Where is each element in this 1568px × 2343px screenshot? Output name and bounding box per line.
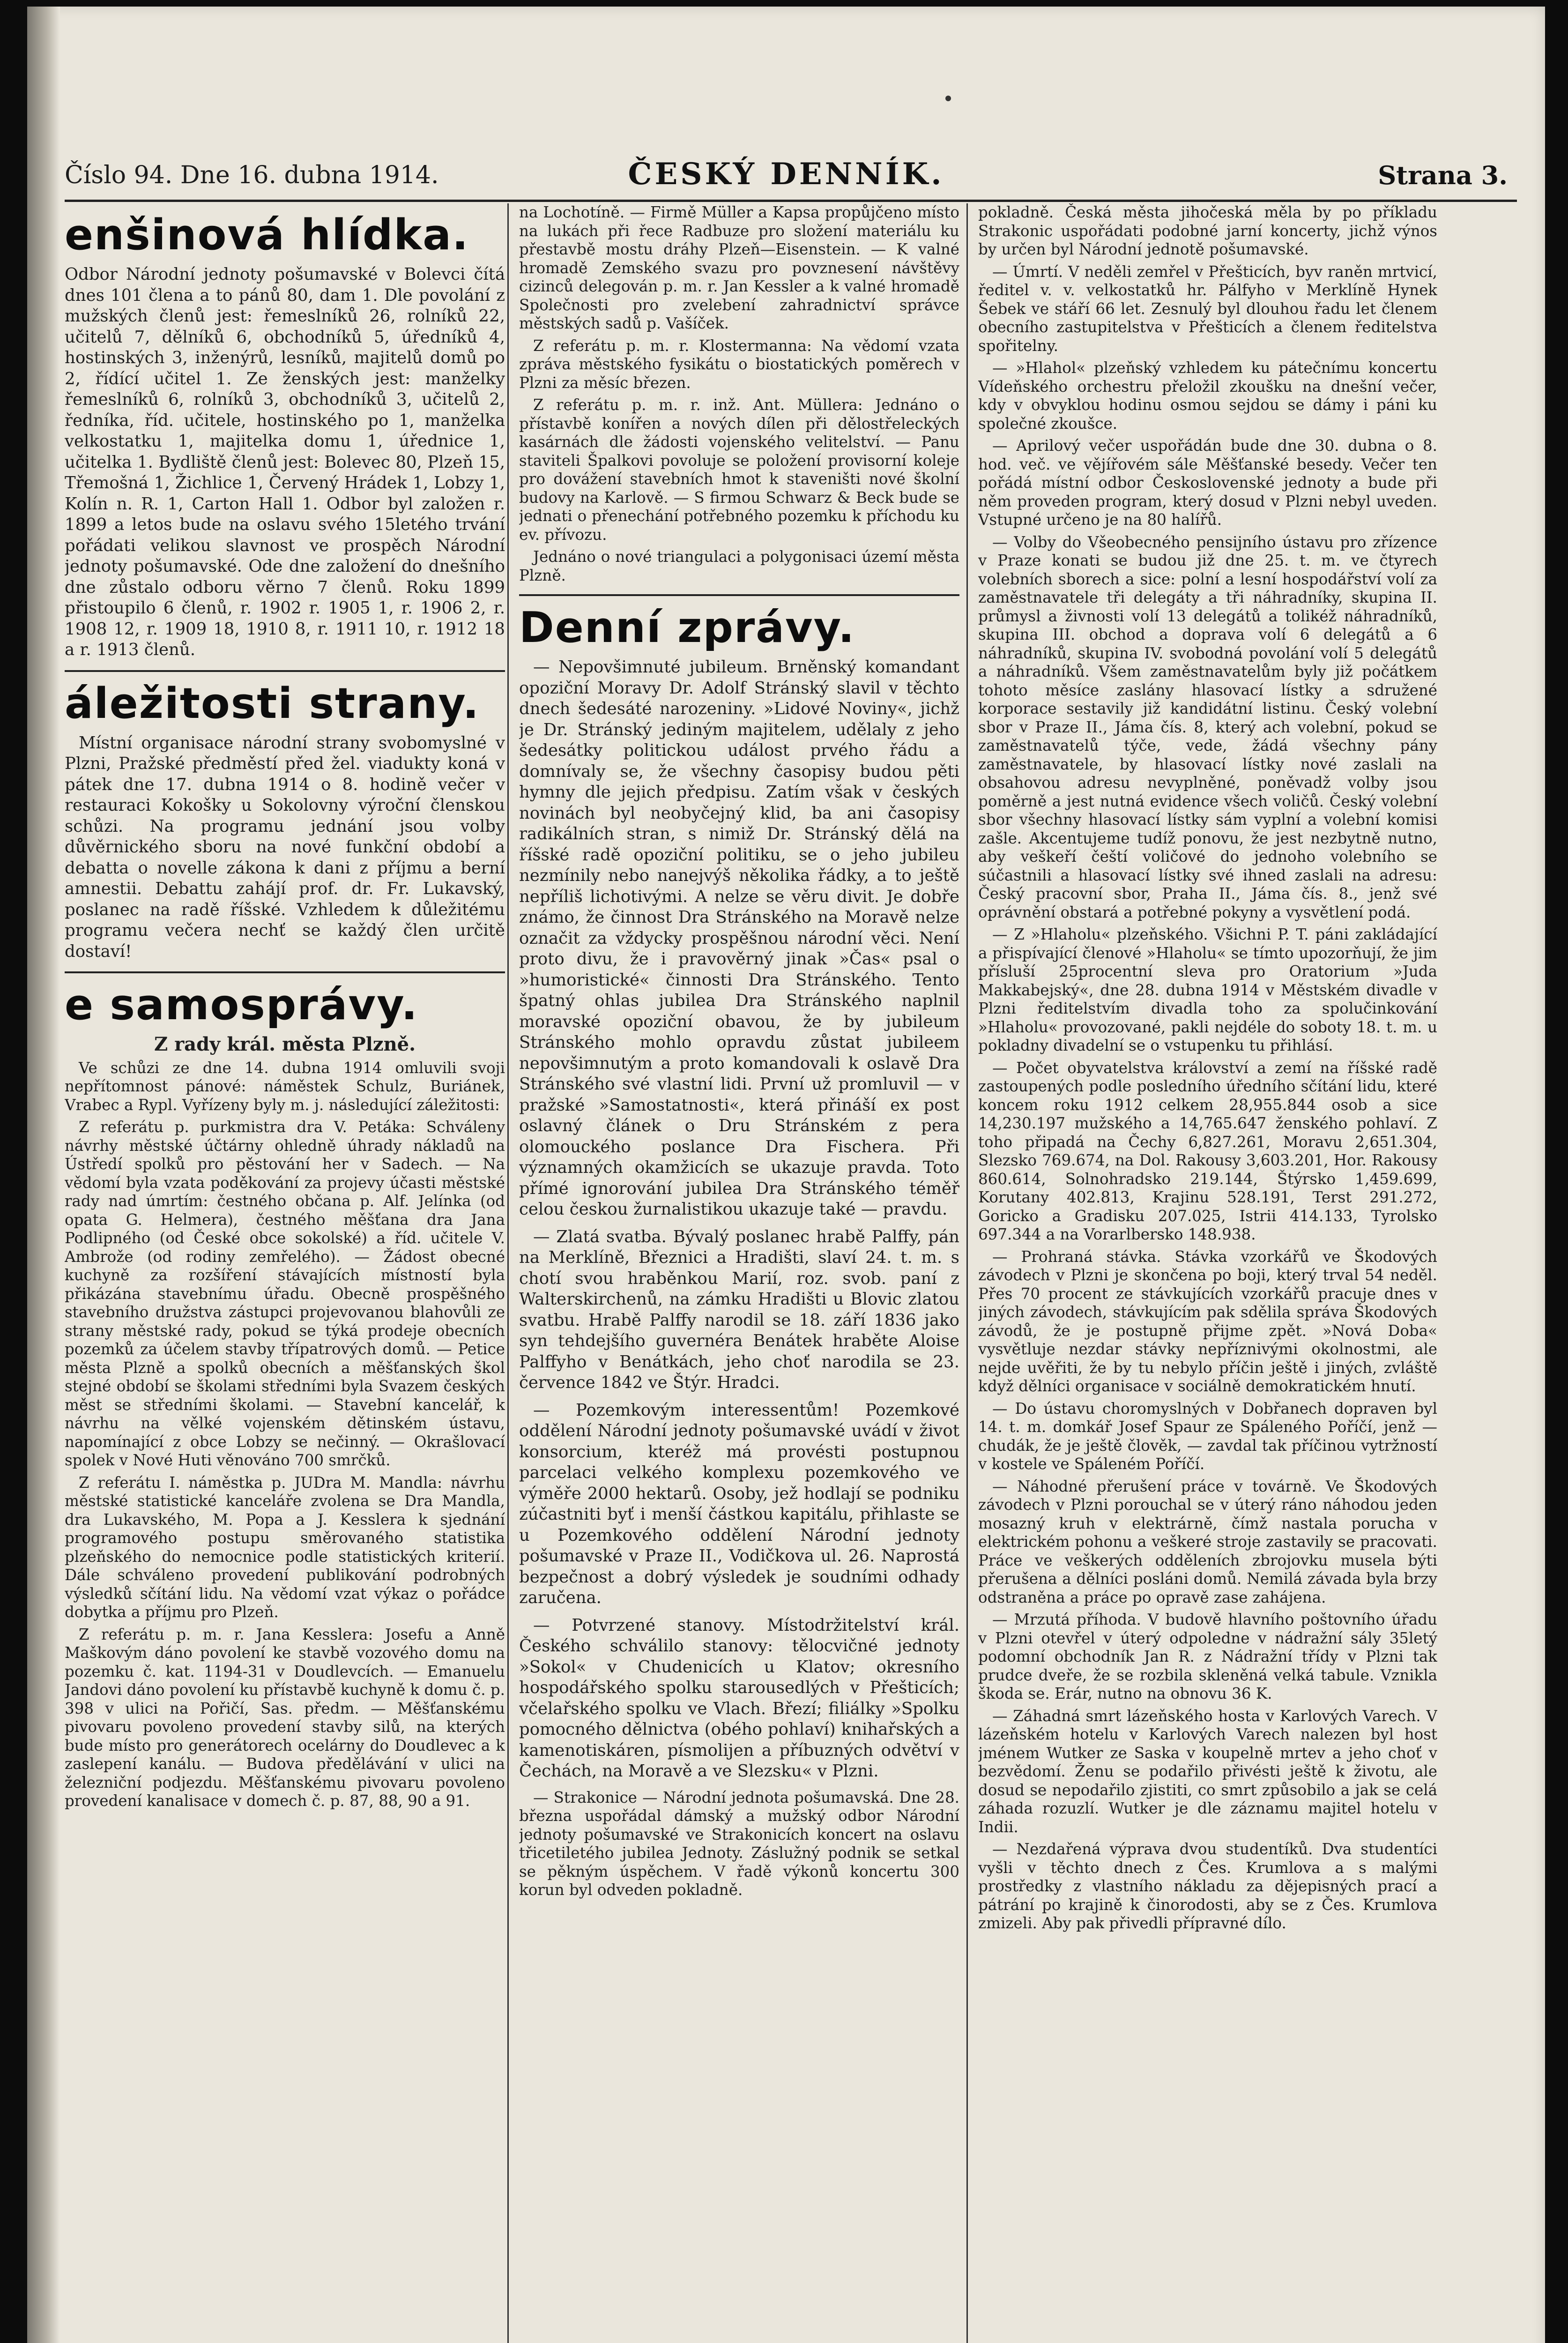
article-text: na Lochotíně. — Firmě Müller a Kapsa propůjčeno místo na lukách při řece Radbuze pro složení materiálu ku přestavbě mostu dráhy Plzeň—Eisenstein. — K valné hromadě Zemského svazu pro povznesení návštěvy cizinců delegován p. m. r. Jan Kessler a k valné hromadě Společnosti pro zvelebení zahradnictví správce městských sadů p. Vašíček. bbox=[519, 203, 959, 332]
news-item: — Strakonice — Národní jednota pošumavská. Dne 28. března uspořádal dámský a mužský odbor Národní jednoty pošumavské ve Strakonicích koncert na oslavu třicetiletého jubilea Jednoty. Záslužný podnik se setkal se pěkným úspěchem. V řadě výkonů koncertu 300 korun byl odveden pokladně. bbox=[519, 1788, 959, 1899]
news-item: — Nepovšimnuté jubileum. Brněnský komandant opoziční Moravy Dr. Adolf Stránský slavil v těchto dnech šedesáté narozeniny. »Lidové Noviny«, jichž je Dr. Stránský jediným majitelem, udělaly z jeho šedesátky politickou událost prvého řádu a domnívaly se, že všechny časopisy budou pěti hymny dle jejich předpisu. Zatím však v českých novinách byl neobyčejný klid, ba ani časopisy radikálních stran, s nimiž Dr. Stránský dělá na říšské radě opoziční politiku, se o jeho jubileu nezmínily nebo nanejvýš několika řádky, a to ještě nepříliš lichotivými. A nelze se věru divit. Je dobře známo, že činnost Dra Stránského na Moravě nelze označit za vždycky prospěšnou národní věci. Není proto divu, že i pravověrný jinak »Čas« psal o »humoristické« činnosti Dra Stránského. Tento špatný ohlas jubilea Dra Stránského naplnil moravské opoziční obavou, že by jubileum Stránského mohlo opravdu zůstat jubileem nepovšimnutým a proto komandovali k oslavě Dra Stránského své vlastní lidi. První už promluvil — v pražské »Samostatnosti«, která přináší ex post oslavný článek o Dru Stránském z pera olomouckého poslance Dra Fischera. Při významných okamžicích se ukazuje pravda. Toto přímé ignorování jubilea Dra Stránského téměř celou českou žurnalistikou ukazuje také — pravdu. bbox=[519, 657, 959, 1219]
newspaper-page bbox=[27, 7, 1545, 2343]
column-2 bbox=[519, 203, 959, 2343]
article-text: Odbor Národní jednoty pošumavské v Bolevci čítá dnes 101 člena a to pánů 80, dam 1. Dle povolání z mužských členů jest: řemeslníků 26, rolníků 22, učitelů 7, dělníků 6, obchodníků 5, úředníků 4, hostinských 3, inženýrů, lesníků, majitelů domů po 2, řídící učitel 1. Ze ženských jest: manželky řemeslníků 6, rolníků 3, obchodníků 3, učitelů 2, ředníka, říd. učitele, hostinského po 1, manželka velkostatku 1, majitelka domu 1, úřednice 1, učitelka 1. Bydliště členů jest: Bolevec 80, Plzeň 15, Třemošná 1, Žichlice 1, Červený Hrádek 1, Lobzy 1, Kolín n. R. 1, Carton Hall 1. Odbor byl založen r. 1899 a letos bude na oslavu svého 15letého trvání pořádati velikou slavnost ve prospěch Národní jednoty pošumavské. Ode dne založení do dnešního dne zůstalo odboru věrno 7 členů. Roku 1899 přistoupilo 6 členů, r. 1902 r. 1905 1, r. 1906 2, r. 1908 12, r. 1909 18, 1910 8, r. 1911 10, r. 1912 18 a r. 1913 členů. bbox=[65, 265, 505, 659]
issue-number: Číslo 94. bbox=[65, 161, 173, 189]
masthead bbox=[46, 157, 1526, 199]
section-heading-zalezitosti-strany: áležitosti strany. bbox=[65, 679, 480, 728]
news-item: — Potvrzené stanovy. Místodržitelství král. Českého schválilo stanovy: tělocvičné jednoty »Sokol« v Chudenicích u Klatov; okresního hospodářského spolku starousedlých v Přešticích; včelařského spolku ve Vlach. Březí; filiálky »Spolku pomocného dělnictva (obého pohlaví) knihařských a kamenotiskáren, písmolijen a příbuzných odvětví v Čechách, na Moravě a ve Slezsku« v Plzni. bbox=[519, 1615, 959, 1781]
news-item: pokladně. Česká města jihočeská měla by po příkladu Strakonic uspořádati podobné jarní koncerty, jichž výnos by určen byl Národní jednotě pošumavské. bbox=[978, 203, 1437, 258]
council-report-continued bbox=[519, 203, 959, 585]
news-item: — Počet obyvatelstva království a zemí na říšské radě zastoupených podle posledního úředního sčítání lidu, které koncem roku 1912 celkem 28,955.844 osob a sice 14,230.197 mužského a 14,765.647 ženského pohlaví. Z toho připadá na Čechy 6,827.261, Moravu 2,651.304, Slezsko 769.674, na Dol. Rakousy 3,603.201, Hor. Rakousy 860.614, Solnohradsko 219.144, Štýrsko 1,459.699, Korutany 402.813, Krajinu 528.191, Terst 291.272, Goricko a Gradisku 207.025, Istrii 414.133, Tyrolsko 697.344 a na Vorarlbersko 148.938. bbox=[978, 1059, 1437, 1243]
news-item: — Pozemkovým interessentům! Pozemkové oddělení Národní jednoty pošumavské uvádí v život konsorcium, kteréž má provésti postupnou parcelaci velkého komplexu pozemkového ve výměře 2000 hektarů. Osoby, jež hodlají se podniku zúčastniti byť i menší částkou kapitálu, přihlaste se u Pozemkového oddělení Národní jednoty pošumavské v Praze II., Vodičkova ul. 26. Naprostá bezpečnost a dobrý výsledek je soudními odhady zaručena. bbox=[519, 1400, 959, 1607]
article-text: Místní organisace národní strany svobomyslné v Plzni, Pražské předměstí před žel. viadukty koná v pátek dne 17. dubna 1914 o 8. hodině večer v restauraci Kokošky u Sokolovny výroční členskou schůzi. Na programu jednání jsou volby důvěrnického sboru na nové funkční období a debatta o novelle zákona k dani z příjmu a berní amnestii. Debattu zahájí prof. dr. Fr. Lukavský, poslanec na radě říšské. Vzhledem k důležitému programu večera nechť se každý člen určitě dostaví! bbox=[65, 733, 505, 961]
news-item: — Z »Hlaholu« plzeňského. Všichni P. T. páni zakládající a přispívající členové »Hlaholu« se tímto upozorňují, že jim přísluší 25procentní sleva pro Oratorium »Juda Makkabejský«, dne 28. dubna 1914 v Městském divadle v Plzni ředitelstvím divadla toho za spolučinkování »Hlaholu« provozované, pakli nejdéle do soboty 18. t. m. u pokladny divadelní se o vstupenku tu přihlásí. bbox=[978, 925, 1437, 1054]
article-text: Jednáno o nové triangulaci a polygonisaci území města Plzně. bbox=[519, 548, 959, 584]
issue-date: Dne 16. dubna 1914. bbox=[180, 161, 439, 189]
news-item: — Náhodné přerušení práce v továrně. Ve Škodových závodech v Plzni porouchal se v úterý ráno náhodou jeden mosazný kruh v elektrárně, čímž nastala porucha v elektrickém pohonu a veškeré stroje zastavily se pracovati. Práce ve veškerých odděleních zbrojovku musela býti přerušena a dělníci posláni domů. Nemilá závada byla brzy odstraněna a práce po opravě zase zahájena. bbox=[978, 1477, 1437, 1606]
subheading: Z rady král. města Plzně. bbox=[154, 1033, 416, 1055]
article-text: Z referátu I. náměstka p. JUDra M. Mandla: návrhu městské statistické kanceláře zvolena se Dra Mandla, dra Lukavského, M. Popa a J. Kesslera k sjednání programového postupu směrovaného statistika plzeňského do nemocnice podle statistických kriterií. Dále schváleno provedení publikování podrobných výsledků sčítání lidu. Na vědomí vzat výkaz o pořádce dobytka a příjmu pro Plzeň. bbox=[65, 1473, 505, 1621]
news-item: — Mrzutá příhoda. V budově hlavního poštovního úřadu v Plzni otevřel v úterý odpoledne v nádražní sály 35letý podomní obchodník Jan R. z Nádražní třídy v Plzni tak prudce dveře, že se rozbila skleněná velká tabule. Vznikla škoda se. Erár, nutno na obnovu 36 K. bbox=[978, 1611, 1437, 1702]
column-1 bbox=[65, 203, 505, 2343]
masthead-rule bbox=[65, 200, 1517, 202]
news-item: — Úmrtí. V neděli zemřel v Přešticích, byv raněn mrtvicí, ředitel v. v. velkostatků hr. Pálfyho v Merklíně Hynek Šebek ve stáří 66 let. Zesnulý byl dlouhou řadu let členem obecního zastupitelstva v Přešticích a členem ředitelstva spořitelny. bbox=[978, 262, 1437, 355]
article-text: Z referátu p. purkmistra dra V. Petáka: Schváleny návrhy městské účtárny ohledně úhrady nákladů na Ústředí spolků pro pěstování her v Sadech. — Na vědomí byla vzata poděkování za projevy účasti městské rady nad úmrtím: čestného občana p. Alf. Jelínka (od opata G. Helmera), čestného měšťana dra Jana Podlipného (od České obce sokolské) a říd. učitele V. Ambrože (od rodiny zemřelého). — Žádost obecné kuchyně za rozšíření stávajících místností byla přikázána stavebnímu úřadu. Obecně prospěšného stavebního družstva zástupci projevovanou blahovůli ze strany městské rady, pokud se týká prodeje obecních pozemků za účelem stavby třípatrových domů. — Petice města Plzně a spolků obecních a měšťanských škol stejné období se školami středními byla Svazem českých měst se středními školami. — Stavební kancelář, k návrhu na vělké vojenském dětinském ústavu, napomínající z obce Lobzy se nečinný. — Okrašlovací spolek v Nové Huti věnováno 700 smrčků. bbox=[65, 1118, 505, 1469]
news-item: — »Hlahol« plzeňský vzhledem ku pátečnímu koncertu Vídeňského orchestru přeložil zkoušku na dnešní večer, kdy v obvyklou hodinu osmou sejdou se dámy i páni ku společné zkoušce. bbox=[978, 359, 1437, 433]
article-text: Z referátu p. m. r. Jana Kesslera: Josefu a Anně Maškovým dáno povolení ke stavbě vozového domu na pozemku č. kat. 1194-31 v Doudlevcích. — Emanuelu Jandovi dáno povolení ku přístavbě kuchyně k domu č. p. 398 v ulici na Pořičí, Sas. předm. — Měšťanskému pivovaru povoleno provedení stavby silů, na kterých bude místo pro generátorech ocelárny do Doudlevec a k zaslepení kanálu. — Budova předělávání v ulici na železniční podjezdu. Měšťanskému pivovaru povoleno provedení kanalisace v domech č. p. 87, 88, 90 a 91. bbox=[65, 1625, 505, 1810]
section-separator bbox=[519, 594, 959, 596]
section-separator bbox=[65, 670, 505, 672]
section-heading-denni-zpravy: Denní zprávy. bbox=[519, 603, 855, 652]
news-item: — Prohraná stávka. Stávka vzorkářů ve Škodových závodech v Plzni je skončena po boji, který trval 54 neděl. Přes 70 procent ze stávkujících vzorkářů pracuje dnes v jiných závodech, stávkujícím pak sdělila správa Škodových závodů, že je postupně přijme zpět. »Nová Doba« vysvětluje nezdar stávky nepříznivými okolnostmi, ale nejde uvěřiti, že by tu nebylo příčin ještě i jiných, zvláště když dělníci organisace v sociálně demokratickém hnutí. bbox=[978, 1247, 1437, 1395]
news-item: — Nezdařená výprava dvou studentíků. Dva studentíci vyšli v těchto dnech z Čes. Krumlova a s malými prostředky z vlastního nákladu za dějepisných prací a pátrání po krajině k činorodosti, aby se z Čes. Krumlova zmizeli. Aby pak přivedli přípravné dílo. bbox=[978, 1840, 1437, 1932]
news-item: — Zlatá svatba. Bývalý poslanec hrabě Palffy, pán na Merklíně, Březnici a Hradišti, slaví 24. t. m. s chotí svou hraběnkou Marií, roz. svob. paní z Walterskirchenů, na zámku Hradišti u Blovic zlatou svatbu. Hrabě Palffy narodil se 18. září 1836 jako syn tehdejšího guvernéra Benátek hraběte Aloise Palffyho v Benátkách, jeho choť narodila se 23. července 1842 ve Štýr. Hradci. bbox=[519, 1227, 959, 1392]
news-item: — Do ústavu choromyslných v Dobřanech dopraven byl 14. t. m. domkář Josef Spaur ze Spáleného Poříčí, jenž — chudák, že je ještě člověk, — zavdal tak příčinou vytržností v kostele ve Spáleném Poříčí. bbox=[978, 1399, 1437, 1473]
article-text: Z referátu p. m. r. inž. Ant. Müllera: Jednáno o přístavbě konířen a nových dílen při dělostřeleckých kasárnách dle žádosti vojenského velitelství. — Panu staviteli Špalkovi povoluje se položení provisorní koleje pro dovážení stavebních hmot k staveništi nové školní budovy na Karlově. — S firmou Schwarz & Beck bude se jednati o přenechání potřebného pozemku k příchodu ku ev. přívozu. bbox=[519, 396, 959, 544]
page-margin bbox=[27, 7, 60, 2343]
column-divider bbox=[507, 203, 509, 2343]
council-report bbox=[65, 1059, 505, 1811]
column-divider bbox=[966, 203, 968, 2343]
article-text: Z referátu p. m. r. Klostermanna: Na vědomí vzata zpráva městského fysikátu o biostatických poměrech v Plzni za měsíc březen. bbox=[519, 336, 959, 392]
article-text: Ve schůzi ze dne 14. dubna 1914 omluvili svoji nepřítomnost pánové: náměstek Schulz, Buriánek, Vrabec a Rypl. Vyřízeny byly m. j. následující záležitosti: bbox=[65, 1059, 505, 1114]
news-item: — Aprilový večer uspořádán bude dne 30. dubna o 8. hod. več. ve vějířovém sále Měšťanské besedy. Večer ten pořádá místní odbor Československé jednoty a bude při něm proveden program, který dosud v Plzni nebyl uveden. Vstupné určeno je na 80 halířů. bbox=[978, 437, 1437, 529]
news-item: — Záhadná smrt lázeňského hosta v Karlových Varech. V lázeňském hotelu v Karlových Varech nalezen byl host jménem Wutker ze Saska v koupelně mrtev a jeho choť v bezvědomí. Ženu se podařilo přivésti ještě k životu, ale dosud se nepodařilo zjistiti, co smrt způsobilo a jak se celá záhada rozuzlí. Wutker je dle záznamu majitel hotelu v Indii. bbox=[978, 1707, 1437, 1836]
news-item: — Volby do Všeobecného pensijního ústavu pro zřízence v Praze konati se budou již dne 25. t. m. ve čtyrech volebních sborech a sice: polní a lesní hospodářství volí za zaměstnavatele tři delegáty a tři náhradníky, skupina II. průmysl a živnosti volí 13 delegátů a tolikéž náhradníků, skupina III. obchod a doprava volí 6 delegátů a 6 náhradníků, skupina IV. svobodná povolání volí 5 delegátů a náhradníků. Všem zaměstnavatelům byly již počátkem tohoto měsíce zaslány hlasovací lístky a sdružené korporace sestavily již kandidátní listinu. Český volební sbor v Praze II., Jáma čís. 8, který ach volební, pokud se zaměstnavatelů týče, vede, žádá všechny pány zaměstnavatele, by hlasovací lístky nové zaslali na obsahovou adresu nevyplněné, poněvadž volby jsou poměrně a jest nutná evidence všech voličů. Český volební sbor všechny hlasovací lístky sám vyplní a volební komisi zašle. Akcentujeme tudíž ponovu, že jest nezbytně nutno, aby veškeří čeští voličové do jednoho volebního se súčastnili a hlasovací lístky své ihned zaslali na adresu: Český pracovní sbor, Praha II., Jáma čís. 8., jenž své oprávnění obstará a potřebné pokyny a vysvětlení podá. bbox=[978, 533, 1437, 921]
column-3 bbox=[978, 203, 1437, 2343]
print-speck bbox=[945, 96, 951, 101]
section-heading-ze-samospravy: e samosprávy. bbox=[65, 980, 418, 1030]
news-small bbox=[519, 1789, 959, 1900]
page-number: Strana 3. bbox=[1378, 160, 1508, 190]
newspaper-title: ČESKÝ DENNÍK. bbox=[628, 157, 944, 192]
section-heading-menšinová-hlidka: enšinová hlídka. bbox=[65, 210, 469, 260]
section-separator bbox=[65, 971, 505, 973]
